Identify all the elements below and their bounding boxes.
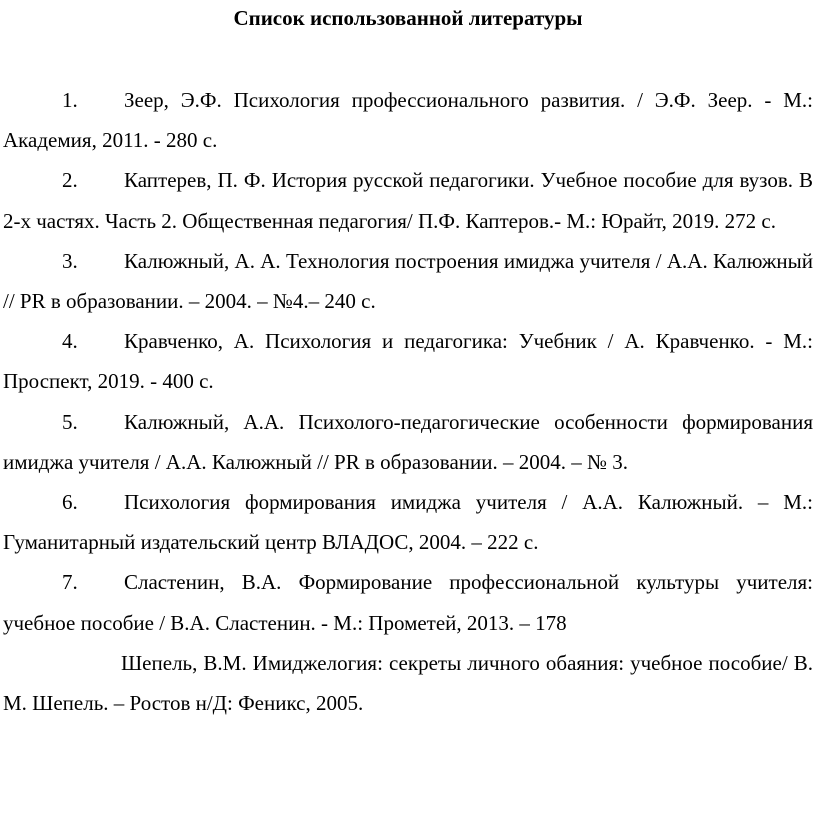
reference-item — [3, 562, 813, 642]
reference-text: Калюжный, А.А. Психолого-педагогические особенности формирования имиджа учителя / А.А. Калюжный // PR в образовании. – 2004. – № 3. — [3, 409, 813, 474]
reference-number: 7. — [62, 570, 78, 595]
reference-item — [3, 80, 813, 160]
reference-text: Шепель, В.М. Имиджелогия: секреты личного обаяния: учебное пособие/ В. М. Шепель. – Ростов н/Д: Феникс, 2005. — [3, 650, 813, 716]
reference-item — [3, 241, 813, 321]
reference-number: 5. — [62, 409, 78, 434]
reference-item — [3, 482, 813, 562]
reference-list — [3, 80, 813, 723]
reference-text: Сластенин, В.А. Формирование профессиональной культуры учителя: учебное пособие / В.А. Сластенин. - М.: Прометей, 2013. – 178 — [3, 570, 813, 635]
reference-item — [3, 643, 813, 723]
reference-number: 4. — [62, 329, 78, 354]
reference-text: Каптерев, П. Ф. История русской педагогики. Учебное пособие для вузов. В 2-х частях. Часть 2. Общественная педагогия/ П.Ф. Каптеров.- М.: Юрайт, 2019. 272 с. — [3, 168, 813, 233]
reference-text: Психология формирования имиджа учителя / А.А. Калюжный. – М.: Гуманитарный издательский центр ВЛАДОС, 2004. – 222 с. — [3, 490, 813, 555]
reference-number: 6. — [62, 490, 78, 515]
reference-item — [3, 402, 813, 482]
reference-text: Кравченко, А. Психология и педагогика: Учебник / А. Кравченко. - М.: Проспект, 2019. - 400 с. — [3, 329, 813, 394]
reference-number: 3. — [62, 248, 78, 273]
reference-number: 1. — [62, 88, 78, 112]
reference-item — [3, 160, 813, 240]
reference-text: Зеер, Э.Ф. Психология профессионального развития. / Э.Ф. Зеер. - М.: Академия, 2011. - 280 с. — [3, 88, 813, 153]
reference-item — [3, 321, 813, 401]
page-title: Список использованной литературы — [233, 6, 583, 30]
reference-number: 2. — [62, 168, 78, 193]
reference-text: Калюжный, А. А. Технология построения имиджа учителя / А.А. Калюжный // PR в образовании. – 2004. – №4.– 240 с. — [3, 248, 813, 314]
